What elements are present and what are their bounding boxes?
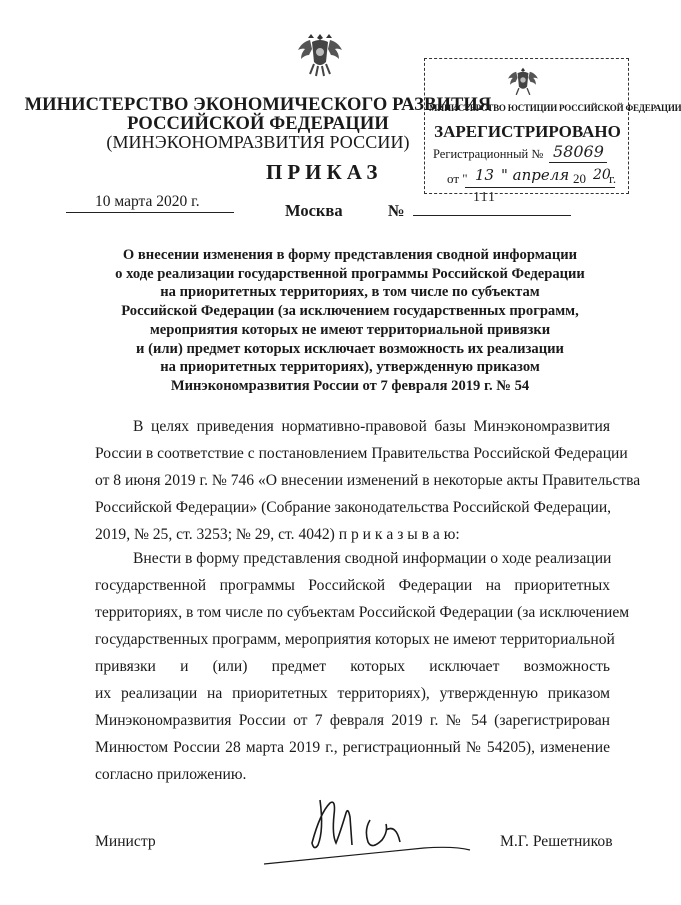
signatory-name: М.Г. Решетников [500, 833, 613, 850]
order-number-sign: № [388, 201, 405, 220]
russian-coat-of-arms-icon [505, 65, 541, 99]
russian-coat-of-arms-icon [296, 30, 344, 80]
paragraph-line: 2019, № 25, ст. 3253; № 29, ст. 4042) п р и к а з ы в а ю: [95, 526, 460, 543]
order-date: 10 марта 2020 г. [95, 193, 200, 210]
heading-line: Минэкономразвития России от 7 февраля 2019 г. № 54 [170, 377, 530, 394]
ministry-short-name: (МИНЭКОНОМРАЗВИТИЯ РОССИИ) [106, 132, 410, 152]
order-title: ПРИКАЗ [266, 160, 383, 184]
paragraph-line: Внести в форму представления сводной информации о ходе реализации [133, 550, 612, 567]
paragraph-line: их реализации на приоритетных территориях), утвержденную приказом [95, 685, 610, 702]
stamp-date-month: " апреля [501, 166, 570, 184]
paragraph-line: от 8 июня 2019 г. № 746 «О внесении изменений в некоторые акты Правительства [95, 472, 641, 489]
stamp-date-year-suffix: 20 [593, 167, 611, 183]
stamp-date-prefix: от " [447, 171, 468, 186]
heading-line: на приоритетных территориях, в том числе по субъектам [160, 284, 540, 301]
heading-line: О внесении изменения в форму представления сводной информации [122, 247, 578, 263]
heading-line: мероприятия которых не имеют территориальной привязки [149, 321, 551, 338]
heading-line: Российской Федерации (за исключением государственных программ, [121, 303, 579, 320]
paragraph-line: Минюстом России 28 марта 2019 г., регистрационный № 54205), изменение [95, 739, 610, 756]
order-city: Москва [285, 201, 343, 220]
paragraph-line: государственных программ, мероприятия которых не имеют территориальной [95, 631, 615, 648]
date-underline [66, 212, 234, 213]
body-paragraph-1 [95, 413, 641, 548]
paragraph-line: привязки и (или) предмет которых исключает возможность [95, 658, 610, 675]
ministry-name-line1: МИНИСТЕРСТВО ЭКОНОМИЧЕСКОГО РАЗВИТИЯ [24, 95, 492, 115]
heading-line: и (или) предмет которых исключает возможность их реализации [136, 340, 564, 357]
paragraph-line: государственной программы Российской Федерации на приоритетных [95, 577, 610, 594]
order-number: 111 [473, 190, 496, 205]
ministry-name-line2: РОССИЙСКОЙ ФЕДЕРАЦИИ [127, 114, 389, 134]
stamp-registration-label: Регистрационный № [433, 147, 544, 161]
stamp-number-underline [549, 162, 607, 163]
stamp-status: ЗАРЕГИСТРИРОВАНО [434, 122, 621, 141]
paragraph-line: Российской Федерации» (Собрание законодательства Российской Федерации, [95, 499, 612, 516]
order-number-underline [413, 215, 571, 216]
registration-stamp [424, 58, 681, 194]
heading-line: на приоритетных территориях), утвержденную приказом [160, 359, 540, 376]
stamp-date-year-prefix: 20 [573, 171, 586, 186]
paragraph-line: Минэкономразвития России от 7 февраля 2019 г. № 54 (зарегистрирован [95, 712, 610, 729]
stamp-date-underline [465, 187, 615, 188]
paragraph-line: согласно приложению. [95, 766, 247, 783]
handwritten-signature-icon [250, 790, 480, 870]
paragraph-line: В целях приведения нормативно-правовой базы Минэкономразвития [133, 418, 610, 435]
signatory-title: Министр [95, 833, 156, 850]
stamp-registration-number: 58069 [553, 142, 604, 161]
stamp-date-day: 13 [475, 166, 495, 184]
stamp-date-year-g: г. [609, 171, 617, 186]
stamp-ministry-name: МИНИСТЕРСТВО ЮСТИЦИИ РОССИЙСКОЙ ФЕДЕРАЦИИ [429, 103, 681, 113]
order-heading [90, 246, 610, 396]
paragraph-line: территориях, в том числе по субъектам Российской Федерации (за исключением [95, 604, 630, 621]
paragraph-line: России в соответствие с постановлением Правительства Российской Федерации [95, 445, 628, 462]
heading-line: о ходе реализации государственной программы Российской Федерации [115, 265, 585, 282]
body-paragraph-2 [95, 545, 630, 788]
